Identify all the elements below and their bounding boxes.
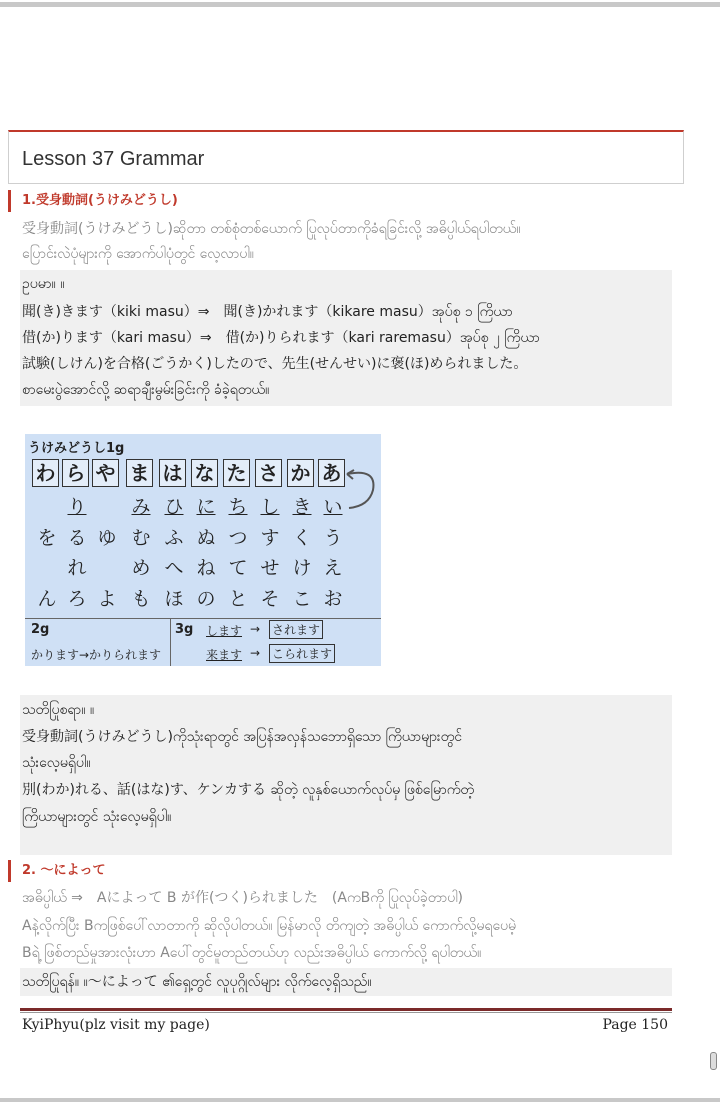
group3-from: します [206,624,243,638]
example-line: 試験(しけん)を合格(ごうかく)したので、先生(せんせい)に褒(ほ)められました。 [22,356,528,372]
example-line: 借(か)ります（kari masu）⇒ 借(か)りられます（kari raremasu）အုပ်စု ၂ ကြိယာ [22,330,540,346]
kana-box: た [223,459,250,487]
kana-cell: て [228,557,248,579]
arrow-icon: → [250,646,261,660]
kana-cell: ね [196,557,216,579]
kana-cell: す [260,527,280,549]
example-line: စာမေးပွဲအောင်လို့ ဆရာချီးမွမ်းခြင်းကို ခံခဲ့ရတယ်။ [22,382,270,398]
note-label: သတိပြုစရာ။ ။ [22,702,95,718]
kana-box: な [191,459,218,487]
kana-cell: え [323,557,343,579]
lesson-title-box [8,130,684,184]
kana-cell: り [67,496,87,518]
note-line: သုံးလေ့မရှိပါ။ [22,755,91,771]
kana-box: わ [32,459,59,487]
section1-intro-line: ပြောင်းလဲပုံများကို အောက်ပါပုံတွင် လေ့လာပါ။ [22,246,254,262]
kana-cell: せ [260,557,280,579]
kana-cell: ゆ [97,527,117,549]
kana-cell: ち [228,496,248,518]
kana-cell: い [323,496,343,518]
section2-note: သတိပြုရန်။ ။～によって ၏ရှေ့တွင် လူပုဂ္ဂိုလ်များ လိုက်လေ့ရှိသည်။ [22,974,372,990]
lesson-title: Lesson 37 Grammar [22,148,205,170]
kana-cell: よ [97,588,117,610]
section2-line: Bရဲ့ ဖြစ်တည်မှုအားလုံးဟာ Aပေါ်တွင်မူတည်တယ်ဟု လည်းအဓိပ္ပါယ် ကောက်လို့ ရပါတယ်။ [22,945,482,961]
footer-rule-thin [20,1012,672,1013]
kana-cell: つ [228,527,248,549]
section2-line: Aနဲ့လိုက်ပြီး Bကဖြစ်ပေါ်လာတာကို ဆိုလိုပါတယ်။ မြန်မာလို တိကျတဲ့ အဓိပ္ပါယ် ကောက်လို့မရပေမဲ့ [22,918,517,934]
kana-cell: み [131,496,151,518]
kana-cell: を [37,527,57,549]
top-frame-bar [0,2,720,7]
kana-box: ら [62,459,89,487]
kana-cell: ろ [67,588,87,610]
bottom-frame-bar [0,1098,720,1102]
chart-vertical-divider [170,618,171,666]
kana-cell: ぬ [196,527,216,549]
section1-heading: 1.受身動詞(うけみどうし) [8,190,178,212]
kana-cell: く [292,527,312,549]
curved-arrow-icon [343,464,379,512]
group3-to: こられます [269,644,335,663]
group3-from: 来ます [206,648,243,662]
kana-cell: ん [37,588,57,610]
footer-author: KyiPhyu(plz visit my page) [22,1017,210,1033]
kana-box: さ [255,459,282,487]
example-label: ဥပမာ။ ။ [22,276,65,292]
kana-cell: ほ [164,588,184,610]
group3-to: されます [269,620,323,639]
kana-cell: こ [292,588,312,610]
kana-cell: ひ [164,496,184,518]
kana-box: ま [126,459,153,487]
section2-line: အဓိပ္ပါယ် ⇒ Aによって B が作(つく)られました (AကBကို ပြုလုပ်ခဲ့တာပါ) [22,890,463,906]
kana-cell: し [260,496,280,518]
kana-box: や [92,459,119,487]
kana-box: あ [318,459,345,487]
note-block [20,695,672,855]
kana-cell: る [67,527,87,549]
section2-heading: 2. ～によって [8,860,106,882]
kana-box: か [287,459,314,487]
kana-cell: れ [67,557,87,579]
kana-cell: き [292,496,312,518]
kana-cell: そ [260,588,280,610]
kana-cell: め [131,557,151,579]
page-number: Page 150 [602,1017,668,1033]
kana-cell: も [131,588,151,610]
note-line: 受身動詞(うけみどうし)ကိုသုံးရာတွင် အပြန်အလှန်သဘောရှိသော ကြိယာများတွင် [22,729,462,745]
section1-intro-line: 受身動詞(うけみどうし)ဆိုတာ တစ်စုံတစ်ယောက် ပြုလုပ်တာကိုခံရခြင်းလို့ အဓိပ္ပါယ်ရပါတယ်။ [22,221,521,237]
chart-title: うけみどうし1g [28,441,125,456]
note-line: ကြိယာများတွင် သုံးလေ့မရှိပါ။ [22,809,172,825]
kana-cell: む [131,527,151,549]
footer-rule [20,1008,672,1011]
kana-conjugation-chart [25,434,381,666]
group3-label: 3g [175,622,194,637]
arrow-icon: → [250,622,261,636]
group2-label: 2g [31,622,50,637]
note-line: 別(わか)れる、話(はな)す、ケンカする ဆိုတဲ့ လူနှစ်ယောက်လုပ်မှ ဖြစ်မြောက်တဲ့ [22,782,475,798]
kana-cell: に [196,496,216,518]
kana-cell: お [323,588,343,610]
kana-cell: け [292,557,312,579]
kana-cell: の [196,588,216,610]
kana-box: は [159,459,186,487]
scroll-handle[interactable] [710,1052,717,1070]
kana-cell: と [228,588,248,610]
kana-cell: へ [164,557,184,579]
group2-example: かります→かりられます [31,648,162,662]
chart-divider [25,618,381,619]
kana-cell: ふ [164,527,184,549]
example-line: 聞(き)きます（kiki masu）⇒ 聞(き)かれます（kikare masu）အုပ်စု ၁ ကြိယာ [22,304,513,320]
kana-cell: う [323,527,343,549]
